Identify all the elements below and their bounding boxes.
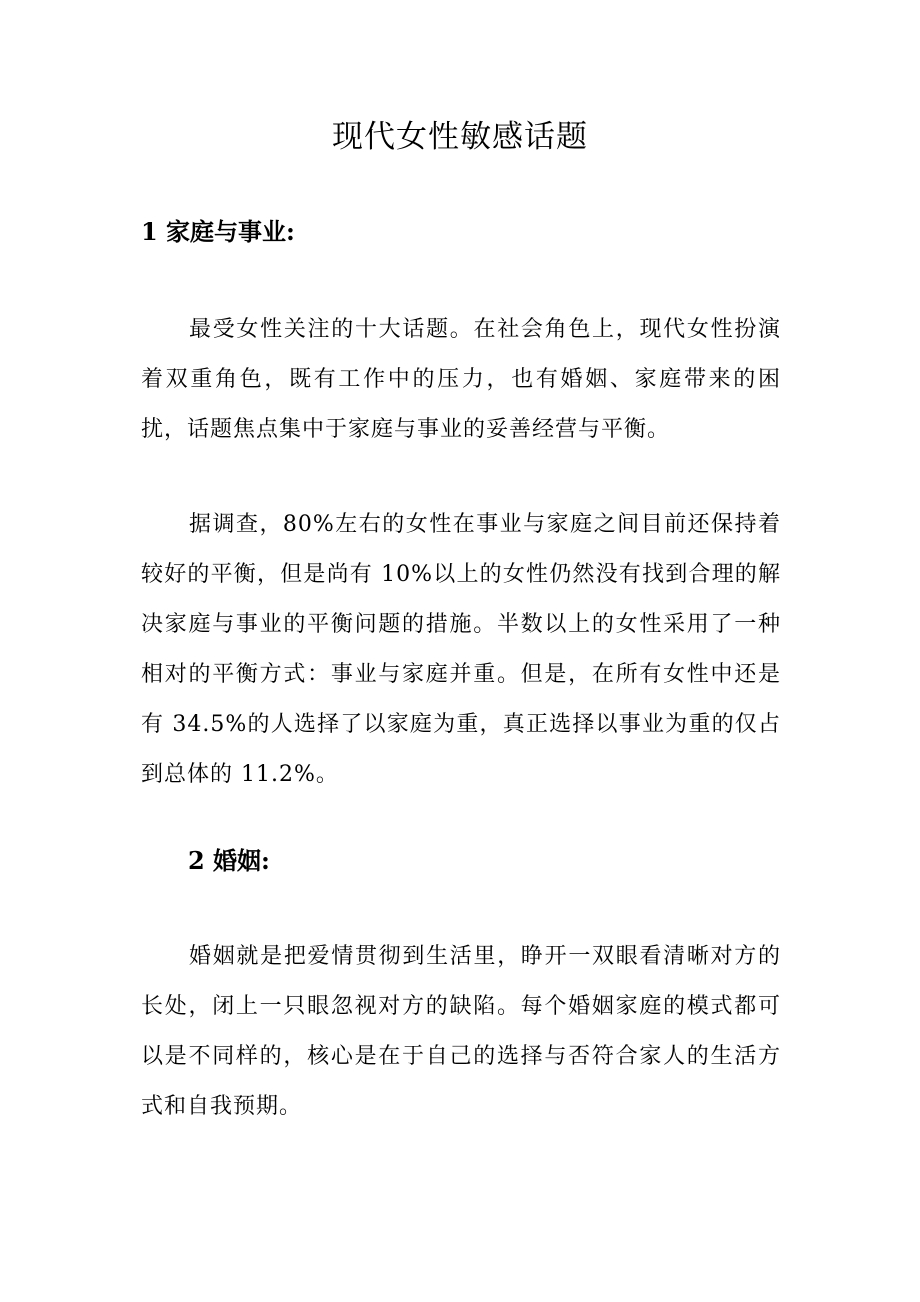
document-title: 现代女性敏感话题 (332, 119, 588, 155)
paragraph-family-career-survey: 据调查，80%左右的女性在事业与家庭之间目前还保持着较好的平衡，但是尚有 10%以上的女性仍然没有找到合理的解决家庭与事业的平衡问题的措施。半数以上的女性采用了一种相对的平衡方式：事业与家庭并重。但是，在所有女性中还是有 34.5%的人选择了以家庭为重，真正选择以事业为重的仅占到总体的 11.2%。 (141, 512, 781, 787)
section-heading-family-career: 1 家庭与事业: (141, 217, 295, 246)
paragraph-marriage: 婚姻就是把爱情贯彻到生活里，睁开一双眼看清晰对方的长处，闭上一只眼忽视对方的缺陷。每个婚姻家庭的模式都可以是不同样的，核心是在于自己的选择与否符合家人的生活方式和自我预期。 (141, 944, 781, 1119)
paragraph-family-career-intro: 最受女性关注的十大话题。在社会角色上，现代女性扮演着双重角色，既有工作中的压力，也有婚姻、家庭带来的困扰，话题焦点集中于家庭与事业的妥善经营与平衡。 (141, 317, 781, 442)
section-heading-marriage: 2 婚姻: (188, 846, 270, 875)
